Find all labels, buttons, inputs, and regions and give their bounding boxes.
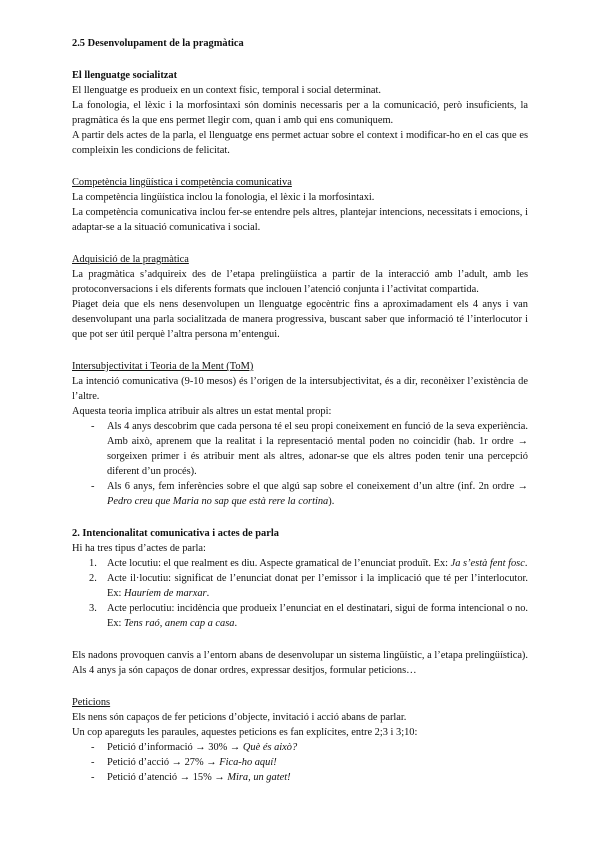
paragraph: A partir dels actes de la parla, el llenguatge ens permet actuar sobre el context i modificar-ho en el cas que es compleixin les condicions de felicitat. <box>72 130 528 156</box>
list-item-end: . <box>524 558 528 569</box>
tom-list <box>72 419 528 509</box>
subheading-llenguatge-socialitzat: El llenguatge socialitzat <box>72 70 178 81</box>
dash-bullet: - <box>91 421 95 432</box>
list-item-example: Hauríem de marxar <box>124 588 207 599</box>
section-heading: 2.5 Desenvolupament de la pragmàtica <box>72 38 244 49</box>
dash-bullet: - <box>91 742 95 753</box>
list-number: 1. <box>89 558 97 569</box>
dash-bullet: - <box>91 772 95 783</box>
paragraph: Hi ha tres tipus d’actes de parla: <box>72 543 206 554</box>
list-item <box>72 479 528 509</box>
dash-bullet: - <box>91 757 95 768</box>
list-item-text: Petició d’acció → 27% → <box>107 757 220 768</box>
list-item-example: Fica-ho aquí! <box>219 757 277 768</box>
paragraph: La competència lingüística inclou la fonologia, el lèxic i la morfosintaxi. <box>72 192 375 203</box>
list-item-end: . <box>206 588 210 599</box>
list-item-text: Petició d’informació → 30% → <box>107 742 243 753</box>
paragraph: Els nadons provoquen canvis a l’entorn abans de desenvolupar un sistema lingüístic, a l’etapa prelingüística). Als 4 anys ja són capaços de donar ordres, expressar desitjos, formular peticions… <box>72 650 528 676</box>
paragraph: El llenguatge es produeix en un context físic, temporal i social determinat. <box>72 85 382 96</box>
list-item <box>72 740 528 755</box>
list-item-example: Què és això? <box>242 742 298 753</box>
subheading-adquisicio: Adquisició de la pragmàtica <box>72 254 189 265</box>
subheading-peticions: Peticions <box>72 697 111 708</box>
paragraph: Piaget deia que els nens desenvolupen un llenguatge egocèntric fins a aproximadament els 4 anys i van desenvolupant una parla socialitzada de manera progressiva, buscant saber que informació té l’interlocutor i que pot ser útil perquè l’altra persona m’entengui. <box>72 299 528 340</box>
list-item-text: Acte perlocutiu: incidència que produeix l’enunciat en el destinatari, sigui de forma intencional o no. Ex: <box>107 603 528 629</box>
list-item <box>72 770 528 785</box>
paragraph: La intenció comunicativa (9-10 mesos) és l’origen de la intersubjectivitat, és a dir, reconèixer l’existència de l’altre. <box>72 376 528 402</box>
list-item <box>72 556 528 571</box>
subheading-intersubjectivitat: Intersubjectivitat i Teoria de la Ment (ToM) <box>72 361 254 372</box>
subheading-intencionalitat: 2. Intencionalitat comunicativa i actes de parla <box>72 528 279 539</box>
document-page <box>72 32 528 785</box>
list-item-text: Acte locutiu: el que realment es diu. Aspecte gramatical de l’enunciat produït. Ex: <box>107 558 451 569</box>
paragraph: La fonologia, el lèxic i la morfosintaxi són dominis necessaris per a la comunicació, però insuficients, la pragmàtica és la que ens permet llegir com, quan i amb qui ens comuniquem. <box>72 100 528 126</box>
list-item-text: Als 6 anys, fem inferències sobre el que algú sap sobre el coneixement d’un altre (inf. 2n ordre → <box>107 481 528 492</box>
list-item-example: Ja s’està fent fosc <box>450 558 525 569</box>
speech-acts-list <box>72 556 528 631</box>
list-item <box>72 601 528 631</box>
list-number: 3. <box>89 603 97 614</box>
subheading-competencia: Competència lingüística i competència comunicativa <box>72 177 292 188</box>
paragraph: Un cop apareguts les paraules, aquestes peticions es fan explícites, entre 2;3 i 3;10: <box>72 727 418 738</box>
requests-list <box>72 740 528 785</box>
list-item <box>72 419 528 479</box>
list-item <box>72 571 528 601</box>
list-item-end: . <box>234 618 238 629</box>
paragraph: Els nens són capaços de fer peticions d’objecte, invitació i acció abans de parlar. <box>72 712 407 723</box>
paragraph: La pragmàtica s’adquireix des de l’etapa prelingüística a partir de la interacció amb l’adult, amb les protoconversacions i els diferents formats que inclouen l’atenció conjunta i l’activitat compartida. <box>72 269 528 295</box>
list-item-example: Mira, un gatet! <box>227 772 291 783</box>
list-item-example: Pedro creu que Maria no sap que està rere la cortina <box>107 496 329 507</box>
list-number: 2. <box>89 573 97 584</box>
list-item-text: Als 4 anys descobrim que cada persona té el seu propi coneixement en funció de la seva experiència. Amb això, aprenem que la realitat i la representació mental poden no coincidir (hab. 1r ordre → sorgeixen primer i és atribuir ment als altres, adonar-se que els altres poden tenir una percepció diferent d’un procés). <box>107 421 528 477</box>
list-item-text: Petició d’atenció → 15% → <box>107 772 228 783</box>
list-item-example: Tens raó, anem cap a casa <box>124 618 235 629</box>
dash-bullet: - <box>91 481 95 492</box>
paragraph: La competència comunicativa inclou fer-se entendre pels altres, plantejar intencions, necessitats i emocions, i adaptar-se a la situació comunicativa i social. <box>72 207 528 233</box>
paragraph: Aquesta teoria implica atribuir als altres un estat mental propi: <box>72 406 332 417</box>
list-item-end: ). <box>328 496 335 507</box>
list-item-text: Acte il·locutiu: significat de l’enunciat donat per l’emissor i la implicació que té per l’interlocutor. Ex: <box>107 573 528 599</box>
list-item <box>72 755 528 770</box>
